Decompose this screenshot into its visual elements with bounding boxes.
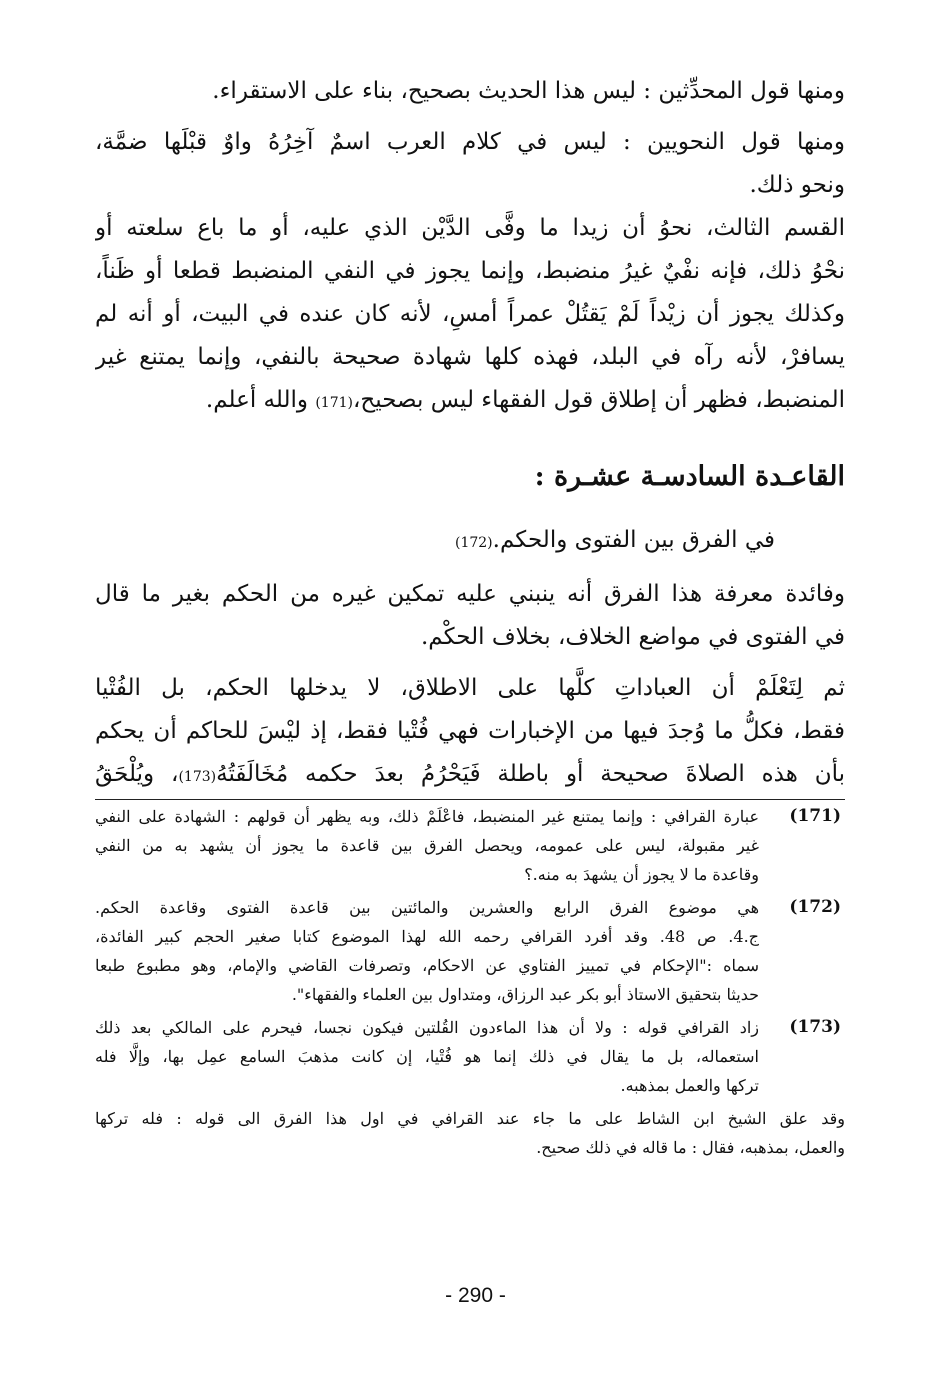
footnote-172 xyxy=(95,893,845,1009)
section-heading: القاعـدة السادسـة عشـرة : xyxy=(534,461,845,492)
footnote-line: زاد القرافي قوله : ولا أن هذا الماءدون القُلتين فيكون نجسا، فيحرم على المالكي بعد ذلك xyxy=(95,1018,759,1037)
footnote-number: (173) xyxy=(789,1017,841,1037)
text-line: ومنها قول المحدِّثين : ليس هذا الحديث بصحيح، بناء على الاستقراء. xyxy=(212,78,845,104)
footnote-line: تركها والعمل بمذهبه. xyxy=(620,1076,759,1095)
footnote-173 xyxy=(95,1013,845,1100)
text-span: ، ويُلْحَقُ xyxy=(95,761,179,787)
page-content xyxy=(95,70,845,1162)
paragraph-5 xyxy=(95,667,845,800)
text-line: ونحو ذلك. xyxy=(749,172,845,198)
section-subheading xyxy=(95,519,845,565)
paragraph-2 xyxy=(95,121,845,207)
text-span: المنضبط، فظهر أن إطلاق قول الفقهاء ليس بصحيح، xyxy=(352,387,845,413)
footnote-line: والعمل، بمذهبه، فقال : ما قاله في ذلك صحيح. xyxy=(536,1138,845,1157)
footnote-number: (172) xyxy=(789,897,841,917)
subheading-text: في الفرق بين الفتوى والحكم. xyxy=(492,527,775,553)
footnote-173-continuation xyxy=(95,1104,845,1162)
footnote-line: عبارة القرافي : وإنما يمتنع غير المنضبط، فاعْلَمْ ذلك، وبه يظهر أن قولهم : الشهادة على النفي xyxy=(95,807,759,826)
footnote-line: هي موضوع الفرق الرابع والعشرين والمائتين بين قاعدة الفتوى وقاعدة الحكم. xyxy=(95,898,759,917)
paragraph-1 xyxy=(95,70,845,113)
footnote-line: استعماله، بل ما يقال في ذلك إنما هو فُتْيا، إن كانت مذهبَ السامع عمِل بها، وإلَّا فله xyxy=(95,1047,759,1066)
footnote-body xyxy=(95,893,759,1009)
footnote-line: حديثا بتحقيق الاستاذ أبو بكر عبد الرزاق، ومتداول بين العلماء والفقهاء". xyxy=(291,985,759,1004)
footnote-body xyxy=(95,1013,759,1100)
paragraph-3 xyxy=(95,207,845,425)
text-line: وفائدة معرفة هذا الفرق أنه ينبني عليه تمكين غيره من الحكم بغير ما قال xyxy=(95,581,845,607)
paragraph-4 xyxy=(95,573,845,659)
text-line: في الفتوى في مواضع الخلاف، بخلاف الحكْم. xyxy=(420,624,845,650)
text-span: والله أعلم. xyxy=(205,387,316,413)
text-line xyxy=(95,379,845,425)
footnote-line: سماه :"الإحكام في تمييز الفتاوي عن الاحكام، وتصرفات القاضي والإمام، وهو مطبوع طبعا xyxy=(95,956,759,975)
text-line xyxy=(95,753,845,800)
text-line: ثم لِتَعْلَمْ أن العباداتِ كلَّها على الاطلاق، لا يدخلها الحكم، بل الفُتْيا xyxy=(95,675,845,701)
text-span: بأن هذه الصلاةَ صحيحة أو باطلة فَيَحْرُمُ بعدَ حكمه مُخَالَفَتُهُ xyxy=(216,761,845,787)
footnote-line: ج.4. ص 48. وقد أفرد القرافي رحمه الله لهذا الموضوع كتابا صغير الحجم كبير الفائدة، xyxy=(95,927,759,946)
footnote-ref-172: (172) xyxy=(454,535,493,551)
text-line: القسم الثالث، نحوُ أن زيدا ما وفَّى الدَّيْن الذي عليه، أو ما باع سلعته أو xyxy=(95,215,845,241)
footnote-number: (171) xyxy=(789,806,841,826)
footnote-line: وقد علق الشيخ ابن الشاط على ما جاء عند القرافي في اول هذا الفرق الى قوله : فله تركها xyxy=(95,1109,845,1128)
text-line: يسافرْ، لأنه رآه في البلد، فهذه كلها شهادة صحيحة بالنفي، وإنما يمتنع غير xyxy=(95,344,845,370)
text-line: ومنها قول النحويين : ليس في كلام العرب اسمٌ آخِرُهُ واوٌ قبْلَها ضمَّة، xyxy=(95,129,845,155)
footnote-171 xyxy=(95,802,845,889)
footnote-line: وقاعدة ما لا يجوز أن يشهدَ به منه.؟ xyxy=(524,865,759,884)
footnote-body xyxy=(95,802,759,889)
text-line: وكذلك يجوز أن زيْداً لَمْ يَقتُلْ عمراً أمسِ، لأنه كان عنده في البيت، أو أنه لم xyxy=(95,301,845,327)
footnote-line: غير مقبولة، ليس على عمومه، ويحصل الفرق بين قاعدة ما يجوز أن يشهد به من النفي xyxy=(95,836,759,855)
text-line: فقط، فكلُّ ما وُجدَ فيها من الإخبارات فهي فُتْيا فقط، إذ ليْسَ للحاكم أن يحكم xyxy=(95,718,845,744)
footnotes xyxy=(95,802,845,1162)
page-number: - 290 - xyxy=(445,1284,506,1307)
footnote-ref-171: (171) xyxy=(315,395,353,411)
footnote-ref-173: (173) xyxy=(178,769,217,785)
text-line: نحْوُ ذلك، فإنه نفْيٌ غيرُ منضبط، وإنما يجوز في النفي المنضبط قطعا أو ظَناً، xyxy=(95,258,845,284)
